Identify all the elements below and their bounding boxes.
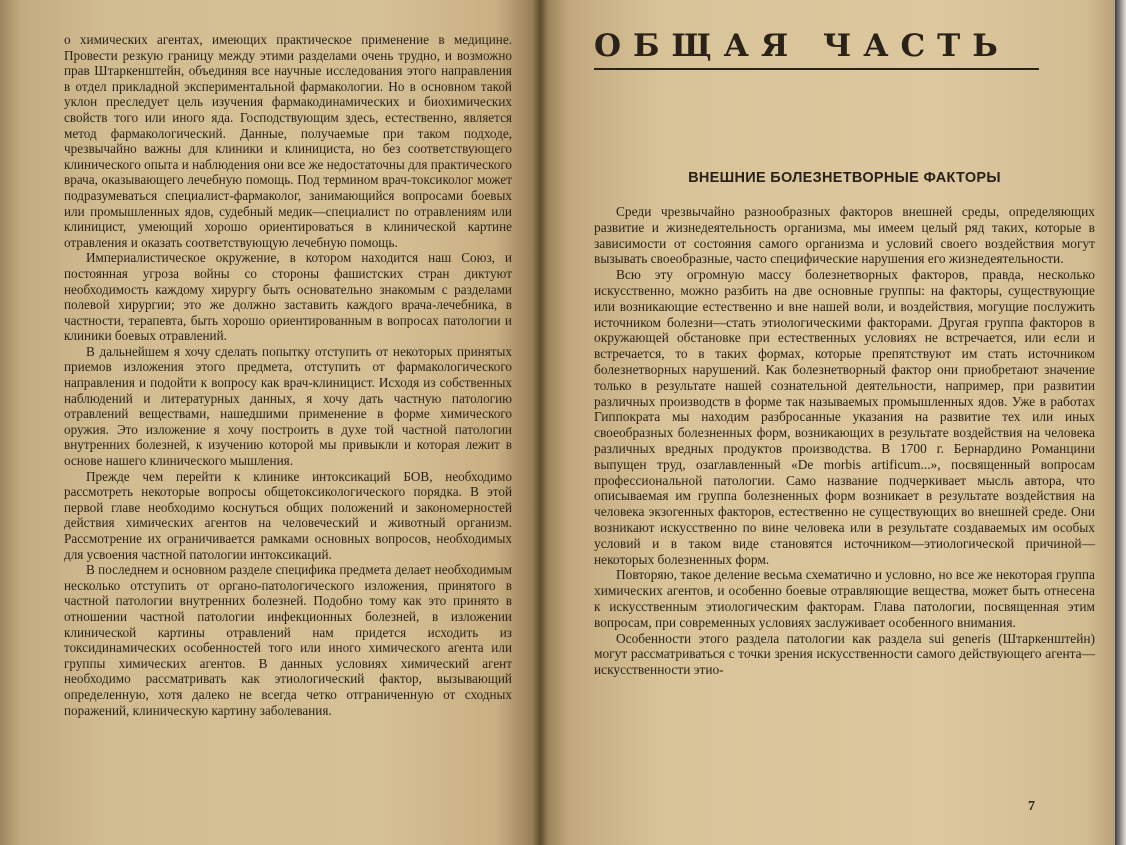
paragraph: Империалистическое окружение, в котором находится наш Союз, и постоянная угроза войны со стороны фашистских стран диктуют необходимость каждому хирургу быть основательно знакомым с разделами полевой хирургии; это же должно заставить каждого врача-лечебника, в частности, терапевта, быть хорошо ориентированным в вопросах патологии и клиники боевых отравлений. <box>64 250 512 344</box>
chapter-title: ВНЕШНИЕ БОЛЕЗНЕТВОРНЫЕ ФАКТОРЫ <box>688 170 1001 186</box>
paragraph: В дальнейшем я хочу сделать попытку отступить от некоторых принятых приемов изложения этого предмета, отступить от фармакологического направления и подойти к вопросу как врач-клиницист. Исходя из собственных наблюдений и литературных данных, я хочу дать частную патологию отравлений веществами, нашедшими применение в форме химического оружия. Это изложение я хочу построить в духе той частной патологии внутренних болезней, к изучению которой мы привыкли и которая лежит в основе нашего клинического мышления. <box>64 343 512 469</box>
paragraph: Прежде чем перейти к клинике интоксикаций БОВ, необходимо рассмотреть некоторые вопросы общетоксикологического порядка. В этой первой главе необходимо коснуться общих положений и закономерностей действия химических агентов на человеческий и животный организм. Рассмотрение их ограничивается рамками основных вопросов, необходимых для усвоения частной патологии интоксикаций. <box>64 468 512 562</box>
book-gutter <box>532 0 548 845</box>
paragraph: о химических агентах, имеющих практическое применение в медицине. Провести резкую границу между этими разделами очень трудно, и возможно прав Штаркенштейн, объединяя все научные исследования этого направления в отдел прикладной экспериментальной фармакологии. Но в основном такой уклон преследует цель изучения фармакодинамических и биохимических свойств того или иного яда. Господствующим здесь, естественно, является метод фармакологический. Данные, получаемые при таком подходе, чрезвычайно важны для клиники и клинициста, но без соответствующего клинического опыта и наблюдения они все же недостаточны для практического врача, оказывающего лечебную помощь. Под термином врач-токсиколог может подразумеваться специалист-фармаколог, занимающийся вопросами боевых или промышленных ядов, судебный медик—специалист по отравлениям или клиницист, умеющий хорошо ориентироваться в клинической картине отравления и оказать соответствующую лечебную помощь. <box>64 32 512 250</box>
page-number: 7 <box>1028 799 1035 814</box>
page-edge <box>1114 0 1126 845</box>
paragraph: Повторяю, такое деление весьма схематично и условно, но все же некоторая группа химических агентов, и особенно боевые отравляющие вещества, может быть отнесена к искусственным этиологическим факторам. Глава патологии, посвященная этим вопросам, при современных условиях заслуживает особенного внимания. <box>594 567 1095 630</box>
left-page-text <box>64 32 512 718</box>
left-page <box>0 0 540 845</box>
paragraph: Среди чрезвычайно разнообразных факторов внешней среды, определяющих развитие и жизнедеятельность организма, мы имеем целый ряд таких, которые в зависимости от состояния самого организма и условий своего воздействия могут вызывать своеобразные, часто специфические нарушения его жизнедеятельности. <box>594 204 1095 267</box>
paragraph: Особенности этого раздела патологии как раздела sui generis (Штаркенштейн) могут рассматриваться с точки зрения искусственности самого действующего агента—искусственности этио- <box>594 630 1095 678</box>
section-header: ОБЩАЯ ЧАСТЬ <box>594 28 1039 70</box>
paragraph: В последнем и основном разделе специфика предмета делает необходимым несколько отступить от органо-патологического изложения, принятого в частной патологии внутренних болезней. Подобно тому как это принято в отношении частной патологии инфекционных болезней, в изложении клинической картины отравлений нам придется исходить из токсидинамических особенностей того или иного химического агента или группы химических агентов. В данных условиях химический агент необходимо рассматривать как этиологический фактор, вызывающий определенную, хотя далеко не всегда четко отграниченную от сходных поражений, клиническую картину заболевания. <box>64 562 512 718</box>
paragraph: Всю эту огромную массу болезнетворных факторов, правда, несколько искусственно, можно разбить на две основные группы: на факторы, существующие или возникающие естественно и вне нашей воли, и воздействия, могущие послужить источником болезни—стать этиологическими факторами. Другая группа факторов в окружающей обстановке при естественных условиях не встречается, или если и встречается, то в таких формах, которые препятствуют им стать источником болезнетворных нарушений. Как болезнетворный фактор они приобретают значение только в результате нашей сознательной деятельности, например, при развитии различных производств в форме так называемых промышленных ядов. Уже в работах Гиппократа мы находим разбросанные указания на развитие тех или иных своеобразных болезненных форм, возникающих в результате воздействия на человека различных вредных продуктов производства. В 1700 г. Бернардино Романцини выпущен труд, озаглавленный «De morbis artificum...», посвященный вопросам профессиональной патологии. Само название подчеркивает мысль автора, что описываемая им группа болезненных форм возникает в результате воздействия на человека экзогенных факторов, естественно не существующих во внешней среде. Они возникают искусственно по вине человека или в результате создаваемых им особых условий и в таком виде становятся источником—этиологической причиной—некоторых болезненных форм. <box>594 267 1095 567</box>
right-page <box>540 0 1115 845</box>
